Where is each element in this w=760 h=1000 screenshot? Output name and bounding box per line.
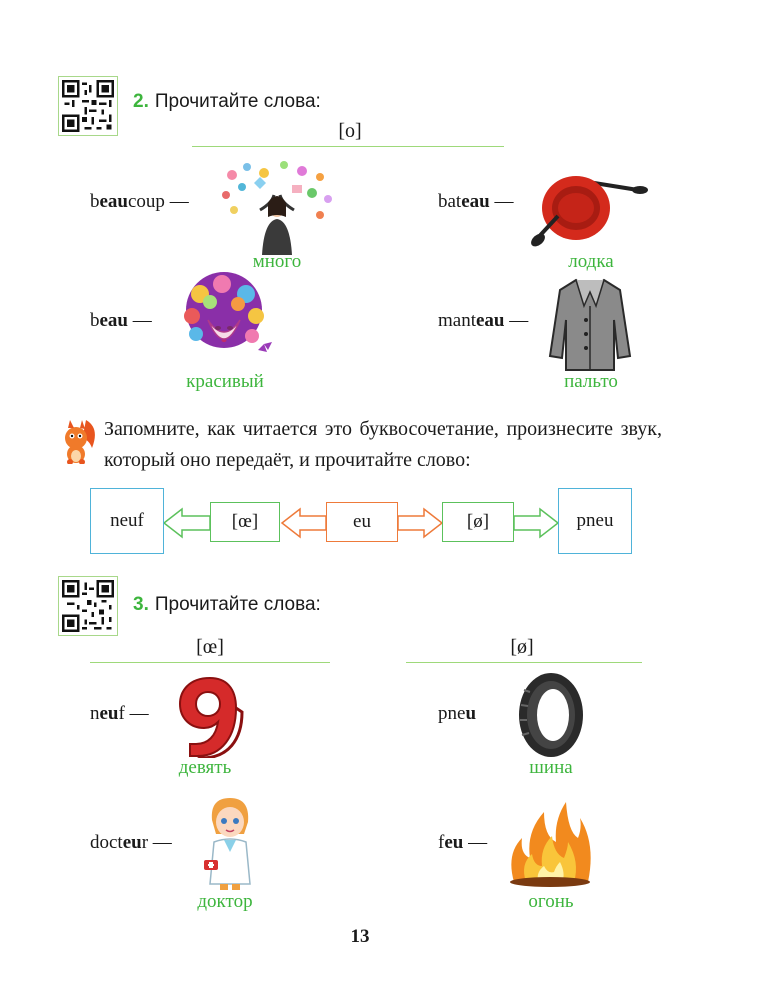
- qr-code-icon[interactable]: [58, 576, 118, 636]
- translation-ogon: огонь: [528, 891, 574, 912]
- divider-line-right: [406, 662, 642, 663]
- translation-devyat: девять: [178, 757, 232, 778]
- exercise-3-heading: [133, 594, 321, 616]
- page-number: 13: [350, 926, 370, 947]
- translation-mnogo: много: [252, 251, 302, 272]
- sound-label-left: [œ]: [196, 636, 224, 658]
- qr-code-icon[interactable]: [58, 76, 118, 136]
- flower-hair-girl-picture: [172, 272, 276, 370]
- exercise-number: 2.: [133, 91, 149, 112]
- translation-palto: пальто: [564, 371, 618, 392]
- squirrel-mascot-icon: [58, 418, 98, 464]
- word-box-neuf: neuf: [90, 488, 164, 554]
- divider-line: [192, 146, 504, 147]
- inflatable-boat-picture: [528, 160, 648, 255]
- exercise-number: 3.: [133, 594, 149, 615]
- sound-label: [o]: [338, 120, 362, 142]
- letters-box-eu: eu: [326, 502, 398, 542]
- number-nine-picture: [176, 674, 246, 758]
- translation-lodka: лодка: [568, 251, 614, 272]
- word-beau: beau —: [90, 310, 152, 331]
- word-feu: feu —: [438, 832, 488, 853]
- fire-picture: [504, 792, 596, 888]
- word-pneu: pneu: [438, 703, 477, 724]
- divider-line-left: [90, 662, 330, 663]
- word-bateau: bateau —: [438, 191, 514, 212]
- instruction-text: Запомните, как читается это буквосочетание, произнесите звук, который оно передаёт, и прочитайте слово:: [104, 418, 662, 471]
- tire-picture: [516, 670, 586, 760]
- word-docteur: docteur —: [90, 832, 172, 853]
- coat-picture: [548, 276, 632, 372]
- translation-shina: шина: [529, 757, 573, 778]
- exercise-title: Прочитайте слова:: [154, 91, 321, 112]
- word-box-pneu: pneu: [558, 488, 632, 554]
- doctor-picture: [200, 794, 260, 892]
- translation-krasivyj: красивый: [186, 371, 264, 392]
- word-beaucoup: beaucoup —: [90, 191, 189, 212]
- word-manteau: manteau —: [438, 310, 529, 331]
- exercise-2-heading: [133, 91, 321, 113]
- sound-box-oe: [œ]: [210, 502, 280, 542]
- exercise-title: Прочитайте слова:: [154, 594, 321, 615]
- word-neuf: neuf —: [90, 703, 149, 724]
- woman-with-icons-picture: [212, 155, 342, 255]
- sound-box-o-slash: [ø]: [442, 502, 514, 542]
- translation-doktor: доктор: [197, 891, 253, 912]
- sound-label-right: [ø]: [510, 636, 534, 658]
